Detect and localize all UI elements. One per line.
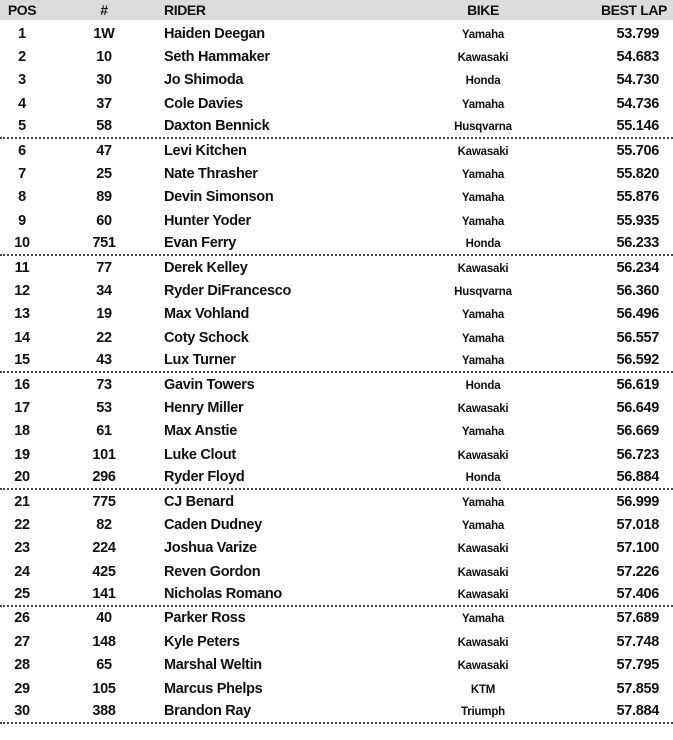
position-cell: 15 bbox=[14, 352, 30, 369]
table-row bbox=[0, 186, 673, 209]
position-cell: 13 bbox=[14, 306, 30, 323]
bike-cell: Kawasaki bbox=[457, 636, 509, 649]
best-lap-cell: 57.226 bbox=[616, 563, 659, 580]
rider-name-cell: Max Vohland bbox=[164, 306, 250, 323]
rider-number-cell: 148 bbox=[92, 633, 116, 650]
table-row bbox=[0, 233, 673, 256]
table-row bbox=[0, 490, 673, 513]
best-lap-cell: 56.999 bbox=[616, 493, 659, 510]
best-lap-cell: 56.234 bbox=[616, 259, 659, 276]
header-bike: BIKE bbox=[467, 2, 499, 18]
rider-number-cell: 751 bbox=[92, 235, 116, 252]
bike-cell: Yamaha bbox=[461, 613, 505, 626]
best-lap-cell: 55.876 bbox=[616, 189, 659, 206]
position-cell: 5 bbox=[18, 118, 26, 135]
table-row bbox=[0, 630, 673, 653]
rider-number-cell: 22 bbox=[96, 329, 112, 346]
bike-cell: Kawasaki bbox=[457, 262, 509, 275]
best-lap-cell: 57.795 bbox=[616, 657, 659, 674]
table-row bbox=[0, 396, 673, 419]
position-cell: 14 bbox=[14, 329, 30, 346]
position-cell: 16 bbox=[14, 376, 30, 393]
rider-number-cell: 82 bbox=[96, 516, 112, 533]
table-row bbox=[0, 139, 673, 162]
best-lap-cell: 55.146 bbox=[616, 118, 659, 135]
header-best-lap: BEST LAP bbox=[600, 2, 667, 18]
rider-name-cell: Ryder DiFrancesco bbox=[164, 282, 292, 299]
rider-number-cell: 1W bbox=[93, 25, 115, 42]
best-lap-cell: 57.859 bbox=[616, 680, 659, 697]
best-lap-cell: 56.884 bbox=[616, 469, 659, 486]
rider-name-cell: Derek Kelley bbox=[164, 259, 248, 276]
rider-name-cell: Luke Clout bbox=[164, 446, 236, 463]
bike-cell: Yamaha bbox=[461, 28, 505, 41]
table-row bbox=[0, 537, 673, 560]
best-lap-cell: 56.669 bbox=[616, 423, 659, 440]
rider-number-cell: 47 bbox=[96, 142, 112, 159]
position-cell: 24 bbox=[14, 563, 30, 580]
rider-name-cell: CJ Benard bbox=[164, 493, 234, 510]
rider-name-cell: Jo Shimoda bbox=[164, 72, 244, 89]
bike-cell: Triumph bbox=[461, 706, 505, 719]
rider-name-cell: Lux Turner bbox=[164, 352, 236, 369]
best-lap-cell: 56.649 bbox=[616, 399, 659, 416]
table-row bbox=[0, 45, 673, 68]
best-lap-cell: 56.496 bbox=[616, 306, 659, 323]
position-cell: 7 bbox=[18, 166, 26, 183]
rider-number-cell: 60 bbox=[96, 212, 112, 229]
best-lap-cell: 57.748 bbox=[616, 633, 659, 650]
rider-number-cell: 425 bbox=[92, 563, 116, 580]
table-row bbox=[0, 279, 673, 302]
rider-name-cell: Hunter Yoder bbox=[164, 212, 251, 229]
best-lap-cell: 54.730 bbox=[616, 72, 659, 89]
position-cell: 9 bbox=[18, 212, 26, 229]
rider-name-cell: Coty Schock bbox=[164, 329, 249, 346]
best-lap-cell: 56.592 bbox=[616, 352, 659, 369]
position-cell: 26 bbox=[14, 610, 30, 627]
table-row bbox=[0, 69, 673, 92]
header-pos: POS bbox=[7, 2, 37, 18]
rider-name-cell: Max Anstie bbox=[164, 423, 238, 440]
rider-name-cell: Daxton Bennick bbox=[164, 118, 270, 135]
position-cell: 20 bbox=[14, 469, 30, 486]
position-cell: 10 bbox=[14, 235, 30, 252]
best-lap-cell: 57.100 bbox=[616, 540, 659, 557]
best-lap-cell: 56.360 bbox=[616, 282, 659, 299]
bike-cell: Kawasaki bbox=[457, 449, 509, 462]
rider-name-cell: Seth Hammaker bbox=[164, 49, 270, 66]
position-cell: 12 bbox=[14, 282, 30, 299]
bike-cell: KTM bbox=[470, 683, 496, 696]
rider-name-cell: Kyle Peters bbox=[164, 633, 240, 650]
position-cell: 18 bbox=[14, 423, 30, 440]
position-cell: 1 bbox=[18, 25, 26, 42]
bike-cell: Honda bbox=[465, 379, 501, 392]
table-row bbox=[0, 677, 673, 700]
header-number: # bbox=[100, 2, 108, 18]
table-row bbox=[0, 654, 673, 677]
rider-name-cell: Marcus Phelps bbox=[164, 680, 263, 697]
position-cell: 2 bbox=[18, 49, 26, 66]
table-row bbox=[0, 607, 673, 630]
position-cell: 8 bbox=[18, 189, 26, 206]
table-row bbox=[0, 420, 673, 443]
table-row bbox=[0, 466, 673, 489]
bike-cell: Kawasaki bbox=[457, 52, 509, 65]
rider-number-cell: 37 bbox=[96, 95, 112, 112]
table-row bbox=[0, 256, 673, 279]
bike-cell: Kawasaki bbox=[457, 566, 509, 579]
table-row bbox=[0, 560, 673, 583]
rider-number-cell: 105 bbox=[92, 680, 116, 697]
best-lap-cell: 55.820 bbox=[616, 166, 659, 183]
rider-name-cell: Joshua Varize bbox=[164, 540, 257, 557]
header-rider: RIDER bbox=[164, 2, 206, 18]
bike-cell: Kawasaki bbox=[457, 543, 509, 556]
rider-name-cell: Ryder Floyd bbox=[164, 469, 245, 486]
table-body bbox=[0, 22, 673, 724]
bike-cell: Husqvarna bbox=[454, 285, 512, 298]
best-lap-cell: 57.884 bbox=[616, 703, 659, 720]
position-cell: 4 bbox=[18, 95, 26, 112]
rider-name-cell: Levi Kitchen bbox=[164, 142, 247, 159]
table-row bbox=[0, 373, 673, 396]
rider-number-cell: 89 bbox=[96, 189, 112, 206]
best-lap-cell: 57.689 bbox=[616, 610, 659, 627]
table-row bbox=[0, 513, 673, 536]
table-header bbox=[0, 0, 673, 20]
table-row bbox=[0, 116, 673, 139]
best-lap-cell: 55.706 bbox=[616, 142, 659, 159]
best-lap-cell: 56.619 bbox=[616, 376, 659, 393]
rider-number-cell: 101 bbox=[92, 446, 116, 463]
rider-name-cell: Parker Ross bbox=[164, 610, 246, 627]
rider-number-cell: 73 bbox=[96, 376, 112, 393]
best-lap-cell: 54.736 bbox=[616, 95, 659, 112]
bike-cell: Yamaha bbox=[461, 355, 505, 368]
rider-number-cell: 53 bbox=[96, 399, 112, 416]
best-lap-cell: 56.723 bbox=[616, 446, 659, 463]
table-row bbox=[0, 583, 673, 606]
rider-number-cell: 296 bbox=[92, 469, 116, 486]
rider-number-cell: 775 bbox=[92, 493, 116, 510]
rider-name-cell: Brandon Ray bbox=[164, 703, 251, 720]
bike-cell: Honda bbox=[465, 472, 501, 485]
table-row bbox=[0, 209, 673, 232]
rider-name-cell: Nicholas Romano bbox=[164, 586, 282, 603]
table-row bbox=[0, 303, 673, 326]
table-row bbox=[0, 443, 673, 466]
position-cell: 25 bbox=[14, 586, 30, 603]
bike-cell: Kawasaki bbox=[457, 145, 509, 158]
bike-cell: Honda bbox=[465, 238, 501, 251]
rider-number-cell: 141 bbox=[92, 586, 116, 603]
position-cell: 22 bbox=[14, 516, 30, 533]
best-lap-cell: 55.935 bbox=[616, 212, 659, 229]
rider-name-cell: Henry Miller bbox=[164, 399, 244, 416]
rider-name-cell: Marshal Weltin bbox=[164, 657, 262, 674]
position-cell: 29 bbox=[14, 680, 30, 697]
rider-name-cell: Nate Thrasher bbox=[164, 166, 258, 183]
rider-name-cell: Evan Ferry bbox=[164, 235, 236, 252]
bike-cell: Kawasaki bbox=[457, 402, 509, 415]
position-cell: 21 bbox=[14, 493, 30, 510]
best-lap-cell: 56.557 bbox=[616, 329, 659, 346]
bike-cell: Yamaha bbox=[461, 192, 505, 205]
table-row bbox=[0, 92, 673, 115]
position-cell: 17 bbox=[14, 399, 30, 416]
rider-name-cell: Caden Dudney bbox=[164, 516, 262, 533]
rider-number-cell: 65 bbox=[96, 657, 112, 674]
bike-cell: Yamaha bbox=[461, 496, 505, 509]
rider-number-cell: 34 bbox=[96, 282, 112, 299]
best-lap-cell: 57.018 bbox=[616, 516, 659, 533]
table-row bbox=[0, 349, 673, 372]
rider-number-cell: 40 bbox=[96, 610, 112, 627]
rider-number-cell: 61 bbox=[96, 423, 112, 440]
position-cell: 28 bbox=[14, 657, 30, 674]
bike-cell: Yamaha bbox=[461, 332, 505, 345]
table-row bbox=[0, 162, 673, 185]
position-cell: 11 bbox=[14, 259, 30, 276]
best-lap-cell: 57.406 bbox=[616, 586, 659, 603]
table-row bbox=[0, 326, 673, 349]
position-cell: 30 bbox=[14, 703, 30, 720]
rider-number-cell: 25 bbox=[96, 166, 112, 183]
rider-number-cell: 43 bbox=[96, 352, 112, 369]
rider-name-cell: Gavin Towers bbox=[164, 376, 255, 393]
rider-name-cell: Cole Davies bbox=[164, 95, 243, 112]
rider-number-cell: 224 bbox=[92, 540, 116, 557]
rider-number-cell: 77 bbox=[96, 259, 112, 276]
rider-number-cell: 10 bbox=[96, 49, 112, 66]
bike-cell: Husqvarna bbox=[454, 121, 512, 134]
rider-number-cell: 30 bbox=[96, 72, 112, 89]
rider-name-cell: Haiden Deegan bbox=[164, 25, 265, 42]
rider-name-cell: Devin Simonson bbox=[164, 189, 274, 206]
bike-cell: Kawasaki bbox=[457, 660, 509, 673]
position-cell: 27 bbox=[14, 633, 30, 650]
rider-number-cell: 388 bbox=[92, 703, 116, 720]
bike-cell: Yamaha bbox=[461, 309, 505, 322]
bike-cell: Yamaha bbox=[461, 169, 505, 182]
bike-cell: Yamaha bbox=[461, 426, 505, 439]
bike-cell: Yamaha bbox=[461, 519, 505, 532]
bike-cell: Honda bbox=[465, 75, 501, 88]
table-row bbox=[0, 700, 673, 723]
position-cell: 23 bbox=[14, 540, 30, 557]
rider-number-cell: 19 bbox=[96, 306, 112, 323]
best-lap-cell: 56.233 bbox=[616, 235, 659, 252]
bike-cell: Yamaha bbox=[461, 98, 505, 111]
table-row bbox=[0, 22, 673, 45]
rider-number-cell: 58 bbox=[96, 118, 112, 135]
best-lap-cell: 53.799 bbox=[616, 25, 659, 42]
rider-name-cell: Reven Gordon bbox=[164, 563, 261, 580]
position-cell: 6 bbox=[18, 142, 26, 159]
bike-cell: Kawasaki bbox=[457, 589, 509, 602]
bike-cell: Yamaha bbox=[461, 215, 505, 228]
position-cell: 19 bbox=[14, 446, 30, 463]
best-lap-cell: 54.683 bbox=[616, 49, 659, 66]
position-cell: 3 bbox=[18, 72, 26, 89]
